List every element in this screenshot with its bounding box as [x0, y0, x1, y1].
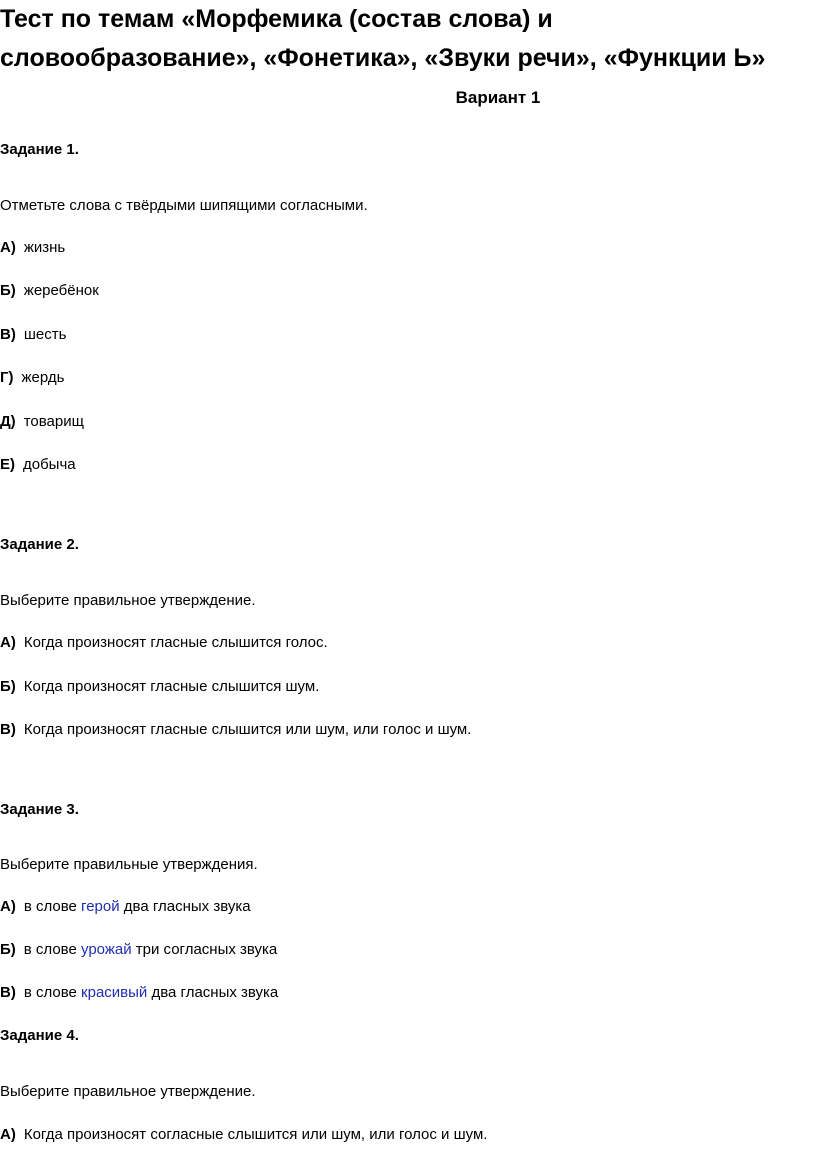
option-text: товарищ: [23, 413, 84, 430]
title-line-2: словообразование», «Фонетика», «Звуки речи», «Функции Ь»: [0, 44, 766, 72]
task-4-question: Выберите правильное утверждение.: [0, 1083, 256, 1100]
option-suffix: два гласных звука: [123, 898, 251, 915]
option-letter: А): [0, 1126, 16, 1143]
task-2-question: Выберите правильное утверждение.: [0, 592, 256, 609]
option-letter: А): [0, 239, 16, 256]
option-prefix: в слове: [23, 898, 77, 915]
option-letter: Б): [0, 678, 16, 695]
option-text: Когда произносят согласные слышится или шум, или голос и шум.: [23, 1126, 488, 1143]
option-letter: Б): [0, 941, 16, 958]
task-1-option-a: [0, 239, 65, 256]
keyword: красивый: [81, 984, 148, 1001]
variant-heading: Вариант 1: [455, 88, 541, 107]
option-letter: А): [0, 898, 16, 915]
task-2-option-b: [0, 678, 319, 695]
task-2-option-a: [0, 634, 328, 651]
option-text: Когда произносят гласные слышится голос.: [23, 634, 328, 651]
option-suffix: три согласных звука: [135, 941, 278, 958]
keyword: урожай: [81, 941, 132, 958]
option-text: жердь: [21, 369, 65, 386]
option-letter: В): [0, 984, 16, 1001]
option-letter: Б): [0, 282, 16, 299]
task-4-heading: Задание 4.: [0, 1027, 79, 1044]
option-letter: А): [0, 634, 16, 651]
option-letter: Д): [0, 413, 16, 430]
task-1-option-e: [0, 456, 76, 473]
task-3-question: Выберите правильные утверждения.: [0, 856, 258, 873]
option-letter: В): [0, 326, 16, 343]
title-line-1: Тест по темам «Морфемика (состав слова) и: [0, 5, 553, 33]
task-3-option-a: [0, 898, 251, 915]
task-1-heading: Задание 1.: [0, 141, 79, 158]
task-4-option-a: [0, 1126, 487, 1143]
option-letter: Г): [0, 369, 14, 386]
task-1-option-b: [0, 282, 99, 299]
task-1-option-v: [0, 326, 66, 343]
task-2-heading: Задание 2.: [0, 536, 79, 553]
task-1-option-g: [0, 369, 64, 386]
option-text: жеребёнок: [23, 282, 99, 299]
option-prefix: в слове: [23, 941, 77, 958]
option-text: Когда произносят гласные слышится или шум, или голос и шум.: [23, 721, 472, 738]
task-2-option-v: [0, 721, 471, 738]
task-3-option-v: [0, 984, 278, 1001]
task-3-heading: Задание 3.: [0, 801, 79, 818]
option-text: шесть: [23, 326, 67, 343]
option-text: жизнь: [23, 239, 66, 256]
option-letter: Е): [0, 456, 15, 473]
option-suffix: два гласных звука: [151, 984, 279, 1001]
task-3-option-b: [0, 941, 277, 958]
option-letter: В): [0, 721, 16, 738]
keyword: герой: [81, 898, 120, 915]
option-text: добыча: [23, 456, 76, 473]
option-prefix: в слове: [23, 984, 77, 1001]
task-1-option-d: [0, 413, 84, 430]
option-text: Когда произносят гласные слышится шум.: [23, 678, 320, 695]
document-title: [0, 0, 810, 78]
task-1-question: Отметьте слова с твёрдыми шипящими согласными.: [0, 197, 368, 214]
